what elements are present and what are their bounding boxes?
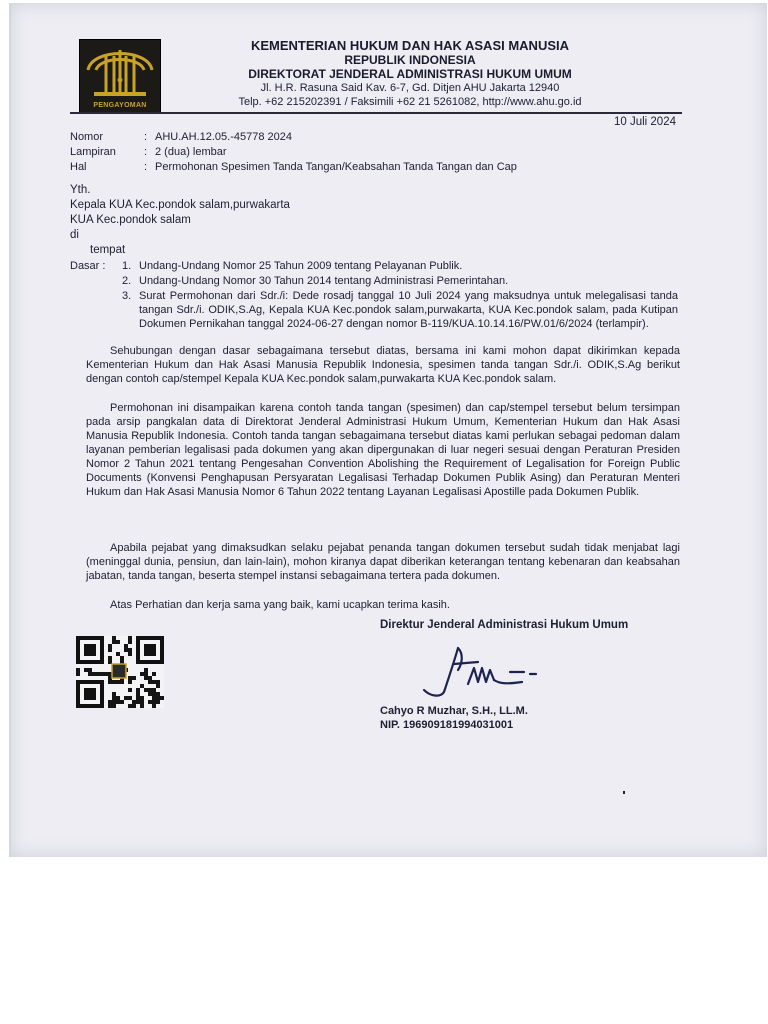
nomor-value: AHU.AH.12.05.-45778 2024 [155,131,292,143]
body-paragraph: Permohonan ini disampaikan karena contoh tanda tangan (spesimen) dan cap/stempel tersebut belum tersimpan pada arsip pangkalan data di Direktorat Jenderal Administrasi Hukum Umum, Kementerian Hukum dan Hak Asasi Manusia Republik Indonesia. Contoh tanda tangan sebagaimana tersebut diatas kami perlukan sebagai pedoman dalam layanan pemberian legalisasi pada dokumen yang akan dipergunakan di luar negeri sesuai dengan Peraturan Presiden Nomor 2 Tahun 2021 tentang Pengesahan Convention Abolishing the Requirement of Legalisation for Foreign Public Documents (Konvensi Penghapusan Persyaratan Legalisasi Terhadap Dokumen Publik Asing) dan Peraturan Menteri Hukum dan Hak Asasi Manusia Nomor 6 Tahun 2022 tentang Layanan Legalisasi Apostille pada Dokumen Publik. [86,402,680,498]
nomor-label: Nomor [70,131,104,143]
recipient-tempat: tempat [90,244,126,256]
dasar-item-text: Undang-Undang Nomor 30 Tahun 2014 tentang Administrasi Pemerintahan. [139,275,509,287]
directorate-name: DIREKTORAT JENDERAL ADMINISTRASI HUKUM UMUM [248,67,572,81]
paper-speck [623,791,625,794]
dasar-item-text: Surat Permohonan dari Sdr./i: Dede rosadj tanggal 10 Juli 2024 yang maksudnya untuk melegalisasi tanda tangan Sdr./i. ODIK,S.Ag, Kepala KUA Kec.pondok salam,purwakarta, KUA Kec.pondok salam, pada Kutipan Dokumen Pernikahan tanggal 2024-06-27 dengan nomor B-119/KUA.10.14.16/PW.01/6/2024 (terlampir). [139,290,678,330]
hal-value: Permohonan Spesimen Tanda Tangan/Keabsahan Tanda Tangan dan Cap [155,161,517,173]
dasar-label: Dasar : [70,260,106,272]
office-contact: Telp. +62 215202391 / Faksimili +62 21 5261082, http://www.ahu.go.id [238,96,582,108]
logo-caption: PENGAYOMAN [93,102,147,109]
paper-edge [9,3,11,857]
recipient-di: di [70,229,79,241]
meta-colon: : [144,161,148,173]
dasar-item [122,289,678,331]
meta-colon: : [144,146,148,158]
signer-title: Direktur Jenderal Administrasi Hukum Umum [380,619,629,631]
closing-paragraph: Atas Perhatian dan kerja sama yang baik, kami ucapkan terima kasih. [110,599,450,611]
qr-code-graphic [76,636,164,708]
recipient-block [70,183,290,258]
dasar-item [122,259,678,273]
letter-date: 10 Juli 2024 [613,116,676,128]
handwritten-signature [418,640,558,702]
dasar-item-number: 1. [122,260,132,272]
body-paragraph: Apabila pejabat yang dimaksudkan selaku pejabat penanda tangan dokumen tersebut sudah tidak menjabat lagi (meninggal dunia, pensiun, dan lain-lain), mohon kiranya dapat diberikan keterangan tentang kebenaran dan keabsahan jabatan, tanda tangan, beserta stempel instansi sebagaimana tertera pada dokumen. [86,542,680,582]
dasar-item-text: Undang-Undang Nomor 25 Tahun 2009 tentang Pelayanan Publik. [139,260,463,272]
dasar-item-number: 2. [122,275,132,287]
recipient-line-2: KUA Kec.pondok salam [70,214,191,226]
recipient-yth: Yth. [70,184,91,196]
letterhead [160,38,660,109]
lampiran-value: 2 (dua) lembar [155,146,227,158]
meta-colon: : [144,131,148,143]
letterhead-divider [70,112,682,114]
lampiran-label: Lampiran [70,146,116,158]
body-paragraph: Sehubungan dengan dasar sebagaimana tersebut diatas, bersama ini kami mohon dapat dikirimkan kepada Kementerian Hukum dan Hak Asasi Manusia Republik Indonesia, spesimen tanda tangan Sdr./i. ODIK,S.Ag berikut dengan contoh cap/stempel Kepala KUA Kec.pondok salam,purwakarta KUA Kec.pondok salam. [86,345,680,385]
qr-code [76,636,164,708]
dasar-item [122,274,678,288]
pengayoman-logo [79,39,161,113]
recipient-line-1: Kepala KUA Kec.pondok salam,purwakarta [70,199,290,211]
signer-nip: NIP. 196909181994031001 [380,719,514,731]
ministry-name: KEMENTERIAN HUKUM DAN HAK ASASI MANUSIA [250,38,570,53]
signature-graphic [418,640,558,702]
hal-label: Hal [70,161,87,173]
office-address: Jl. H.R. Rasuna Said Kav. 6-7, Gd. Ditjen AHU Jakarta 12940 [260,82,560,94]
dasar-item-number: 3. [122,290,132,302]
signer-name: Cahyo R Muzhar, S.H., LL.M. [380,705,528,717]
country-name: REPUBLIK INDONESIA [344,53,476,67]
signer-block [380,704,528,732]
